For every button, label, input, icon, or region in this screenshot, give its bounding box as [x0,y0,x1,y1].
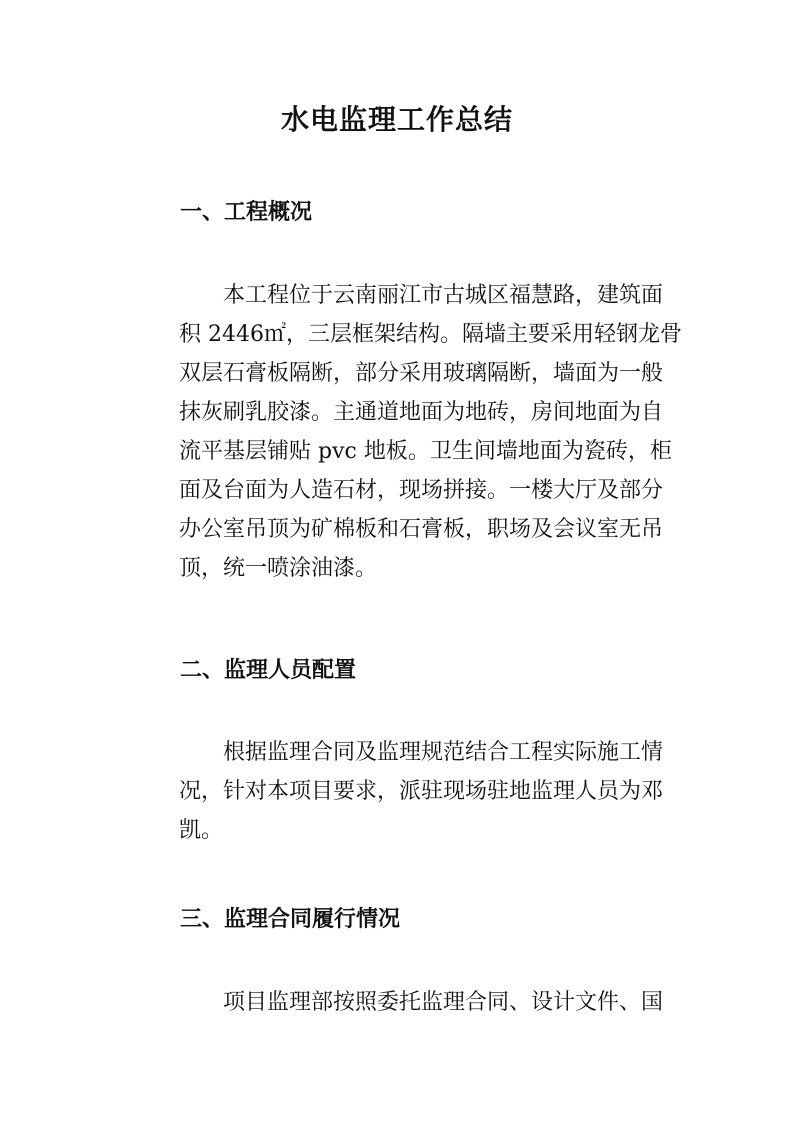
document-title: 水电监理工作总结 [280,103,513,136]
paragraph-line: 面及台面为人造石材，现场拼接。一楼大厅及部分 [179,478,664,503]
paragraph-line: 抹灰刷乳胶漆。主通道地面为地砖，房间地面为自 [179,400,664,425]
section-heading-staffing: 二、监理人员配置 [180,657,357,683]
paragraph-line: 项目监理部按照委托监理合同、设计文件、国 [223,990,664,1015]
paragraph-line: 况，针对本项目要求，派驻现场驻地监理人员为邓 [179,779,664,804]
paragraph-line: 凯。 [179,818,224,843]
paragraph-line: 积 2446㎡，三层框架结构。隔墙主要采用轻钢龙骨 [179,322,682,347]
paragraph-line: 本工程位于云南丽江市古城区福慧路，建筑面 [223,283,664,308]
paragraph-line: 顶，统一喷涂油漆。 [179,556,378,581]
paragraph-line: 双层石膏板隔断，部分采用玻璃隔断，墙面为一般 [179,361,664,386]
section-heading-contract: 三、监理合同履行情况 [180,906,401,932]
paragraph-line: 根据监理合同及监理规范结合工程实际施工情 [223,740,664,765]
paragraph-line: 办公室吊顶为矿棉板和石膏板，职场及会议室无吊 [179,517,664,542]
section-paragraph-contract [135,983,664,1022]
section-paragraph-overview [135,276,682,588]
paragraph-line: 流平基层铺贴 pvc 地板。卫生间墙地面为瓷砖，柜 [179,439,672,464]
section-heading-overview: 一、工程概况 [180,199,313,225]
section-paragraph-staffing [135,733,664,850]
